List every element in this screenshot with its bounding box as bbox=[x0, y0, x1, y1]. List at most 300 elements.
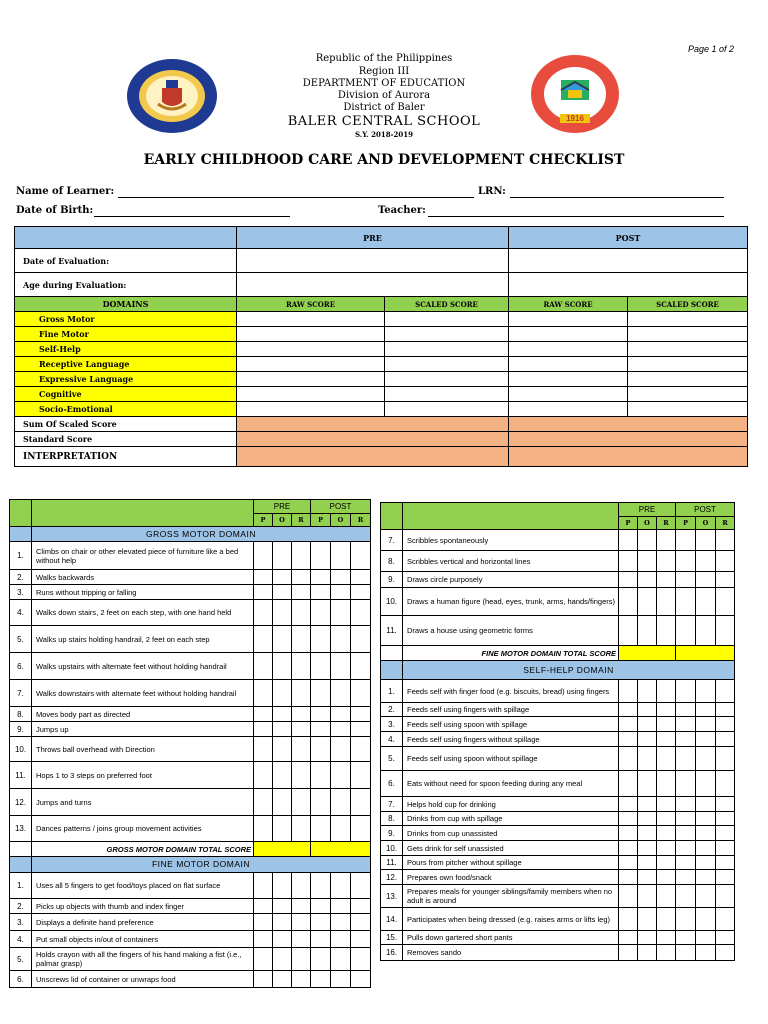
gross-check-cell[interactable] bbox=[331, 585, 351, 600]
gross-check-cell[interactable] bbox=[254, 707, 273, 722]
fine-right-check-cell[interactable] bbox=[696, 530, 716, 551]
self-check-cell[interactable] bbox=[716, 870, 735, 885]
self-check-cell[interactable] bbox=[676, 747, 696, 771]
table-row bbox=[10, 789, 371, 816]
gross-check-cell[interactable] bbox=[311, 570, 331, 585]
gross-check-cell[interactable] bbox=[331, 722, 351, 737]
table-row bbox=[381, 885, 735, 908]
fine-check-cell[interactable] bbox=[254, 873, 273, 899]
gross-check-cell[interactable] bbox=[351, 737, 371, 762]
gross-check-cell[interactable] bbox=[351, 789, 371, 816]
fine-check-cell[interactable] bbox=[292, 914, 311, 931]
fine-check-cell[interactable] bbox=[292, 971, 311, 988]
self-check-cell[interactable] bbox=[638, 856, 657, 870]
fine-right-check-cell[interactable] bbox=[638, 551, 657, 572]
gross-check-cell[interactable] bbox=[292, 680, 311, 707]
gross-check-cell[interactable] bbox=[331, 680, 351, 707]
self-check-cell[interactable] bbox=[676, 945, 696, 961]
self-check-cell[interactable] bbox=[716, 680, 735, 703]
fine-right-check-cell[interactable] bbox=[676, 551, 696, 572]
gross-check-cell[interactable] bbox=[254, 762, 273, 789]
gross-check-cell[interactable] bbox=[273, 570, 292, 585]
dob-field[interactable] bbox=[94, 216, 290, 217]
self-check-cell[interactable] bbox=[696, 703, 716, 717]
self-check-cell[interactable] bbox=[696, 826, 716, 841]
self-check-cell[interactable] bbox=[716, 812, 735, 826]
fine-check-cell[interactable] bbox=[292, 931, 311, 948]
fine-check-cell[interactable] bbox=[273, 948, 292, 971]
gross-item-number: 13. bbox=[10, 816, 32, 842]
teacher-field[interactable] bbox=[428, 216, 724, 217]
self-item-number: 2. bbox=[381, 703, 403, 717]
standard-score-post[interactable] bbox=[509, 432, 748, 447]
self-check-cell[interactable] bbox=[716, 717, 735, 732]
gross-check-cell[interactable] bbox=[273, 585, 292, 600]
gross-check-cell[interactable] bbox=[351, 600, 371, 626]
self-check-cell[interactable] bbox=[657, 826, 676, 841]
gross-check-cell[interactable] bbox=[331, 789, 351, 816]
self-check-cell[interactable] bbox=[657, 703, 676, 717]
table-row bbox=[10, 585, 371, 600]
gross-check-cell[interactable] bbox=[351, 585, 371, 600]
gross-check-cell[interactable] bbox=[331, 626, 351, 653]
date-eval-post[interactable] bbox=[509, 249, 748, 273]
self-check-cell[interactable] bbox=[676, 680, 696, 703]
fine-check-cell[interactable] bbox=[273, 971, 292, 988]
gross-check-cell[interactable] bbox=[311, 653, 331, 680]
fine-right-check-cell[interactable] bbox=[657, 572, 676, 588]
gross-item-number: 2. bbox=[10, 570, 32, 585]
self-check-cell[interactable] bbox=[696, 797, 716, 812]
table-row bbox=[381, 551, 735, 572]
gross-check-cell[interactable] bbox=[254, 585, 273, 600]
gross-check-cell[interactable] bbox=[273, 653, 292, 680]
gross-item-text: Moves body part as directed bbox=[32, 707, 254, 722]
fine-right-check-cell[interactable] bbox=[696, 551, 716, 572]
fine-right-check-cell[interactable] bbox=[638, 530, 657, 551]
gross-check-cell[interactable] bbox=[351, 707, 371, 722]
gross-check-cell[interactable] bbox=[331, 653, 351, 680]
self-check-cell[interactable] bbox=[657, 812, 676, 826]
table-row bbox=[381, 841, 735, 856]
table-row bbox=[10, 707, 371, 722]
fine-item-number: 6. bbox=[10, 971, 32, 988]
sum-scaled-pre[interactable] bbox=[237, 417, 509, 432]
self-check-cell[interactable] bbox=[619, 732, 638, 747]
gross-check-cell[interactable] bbox=[311, 585, 331, 600]
fine-check-cell[interactable] bbox=[273, 931, 292, 948]
fine-check-cell[interactable] bbox=[311, 873, 331, 899]
self-check-cell[interactable] bbox=[696, 870, 716, 885]
header-line-2: Region III bbox=[358, 66, 410, 77]
self-check-cell[interactable] bbox=[657, 945, 676, 961]
learner-field[interactable] bbox=[118, 197, 474, 198]
self-check-cell[interactable] bbox=[619, 771, 638, 797]
self-check-cell[interactable] bbox=[676, 717, 696, 732]
fine-check-cell[interactable] bbox=[292, 899, 311, 914]
self-check-cell[interactable] bbox=[619, 826, 638, 841]
self-item-number: 15. bbox=[381, 931, 403, 945]
interpretation-post[interactable] bbox=[509, 447, 748, 467]
gross-check-cell[interactable] bbox=[292, 762, 311, 789]
fine-check-cell[interactable] bbox=[311, 931, 331, 948]
self-check-cell[interactable] bbox=[638, 885, 657, 908]
self-check-cell[interactable] bbox=[657, 856, 676, 870]
self-check-cell[interactable] bbox=[696, 856, 716, 870]
right-post-header: POST bbox=[676, 503, 735, 517]
fine-check-cell[interactable] bbox=[331, 931, 351, 948]
gross-check-cell[interactable] bbox=[311, 680, 331, 707]
self-check-cell[interactable] bbox=[619, 797, 638, 812]
gross-check-cell[interactable] bbox=[273, 542, 292, 570]
self-check-cell[interactable] bbox=[638, 931, 657, 945]
gross-check-cell[interactable] bbox=[273, 600, 292, 626]
fine-right-check-cell[interactable] bbox=[638, 588, 657, 616]
right-pqr-5: R bbox=[716, 517, 735, 530]
self-check-cell[interactable] bbox=[619, 717, 638, 732]
fine-check-cell[interactable] bbox=[273, 899, 292, 914]
self-check-cell[interactable] bbox=[716, 826, 735, 841]
gross-check-cell[interactable] bbox=[311, 600, 331, 626]
self-check-cell[interactable] bbox=[638, 680, 657, 703]
self-check-cell[interactable] bbox=[619, 885, 638, 908]
gross-check-cell[interactable] bbox=[311, 542, 331, 570]
self-check-cell[interactable] bbox=[676, 885, 696, 908]
fine-check-cell[interactable] bbox=[311, 948, 331, 971]
table-row bbox=[381, 870, 735, 885]
self-item-text: Eats without need for spoon feeding during any meal bbox=[403, 771, 619, 797]
fine-right-check-cell[interactable] bbox=[696, 572, 716, 588]
gross-check-cell[interactable] bbox=[292, 653, 311, 680]
fine-check-cell[interactable] bbox=[331, 873, 351, 899]
self-item-number: 16. bbox=[381, 945, 403, 961]
self-check-cell[interactable] bbox=[619, 703, 638, 717]
self-check-cell[interactable] bbox=[676, 856, 696, 870]
table-row bbox=[381, 616, 735, 646]
self-check-cell[interactable] bbox=[716, 797, 735, 812]
fine-check-cell[interactable] bbox=[351, 948, 371, 971]
gross-check-cell[interactable] bbox=[351, 762, 371, 789]
self-check-cell[interactable] bbox=[619, 856, 638, 870]
gross-check-cell[interactable] bbox=[311, 707, 331, 722]
gross-check-cell[interactable] bbox=[311, 816, 331, 842]
fine-right-check-cell[interactable] bbox=[716, 530, 735, 551]
fine-total-post[interactable] bbox=[676, 646, 735, 661]
fine-right-check-cell[interactable] bbox=[619, 588, 638, 616]
self-check-cell[interactable] bbox=[696, 732, 716, 747]
domain-expressive-language: Expressive Language bbox=[15, 372, 237, 387]
table-row bbox=[381, 588, 735, 616]
self-check-cell[interactable] bbox=[638, 826, 657, 841]
gross-check-cell[interactable] bbox=[331, 816, 351, 842]
self-check-cell[interactable] bbox=[638, 797, 657, 812]
self-check-cell[interactable] bbox=[696, 771, 716, 797]
fine-right-check-cell[interactable] bbox=[696, 616, 716, 646]
fine-check-cell[interactable] bbox=[351, 899, 371, 914]
standard-score-pre[interactable] bbox=[237, 432, 509, 447]
fine-check-cell[interactable] bbox=[351, 914, 371, 931]
self-check-cell[interactable] bbox=[619, 945, 638, 961]
self-check-cell[interactable] bbox=[638, 908, 657, 931]
self-check-cell[interactable] bbox=[657, 908, 676, 931]
fine-right-item-text: Scribbles spontaneously bbox=[403, 530, 619, 551]
gross-check-cell[interactable] bbox=[273, 737, 292, 762]
gross-check-cell[interactable] bbox=[292, 737, 311, 762]
self-check-cell[interactable] bbox=[657, 841, 676, 856]
gross-check-cell[interactable] bbox=[292, 585, 311, 600]
self-check-cell[interactable] bbox=[696, 747, 716, 771]
fine-check-cell[interactable] bbox=[351, 931, 371, 948]
fine-check-cell[interactable] bbox=[311, 899, 331, 914]
table-row bbox=[381, 530, 735, 551]
self-check-cell[interactable] bbox=[696, 812, 716, 826]
fine-right-item-number: 10. bbox=[381, 588, 403, 616]
self-check-cell[interactable] bbox=[657, 680, 676, 703]
gross-check-cell[interactable] bbox=[331, 762, 351, 789]
gross-check-cell[interactable] bbox=[351, 653, 371, 680]
fine-right-check-cell[interactable] bbox=[716, 588, 735, 616]
gross-check-cell[interactable] bbox=[254, 542, 273, 570]
right-pqr-0: P bbox=[619, 517, 638, 530]
self-check-cell[interactable] bbox=[657, 870, 676, 885]
gross-check-cell[interactable] bbox=[254, 737, 273, 762]
gross-item-number: 1. bbox=[10, 542, 32, 570]
self-item-text: Participates when being dressed (e.g. raises arms or lifts leg) bbox=[403, 908, 619, 931]
gross-check-cell[interactable] bbox=[254, 680, 273, 707]
gross-check-cell[interactable] bbox=[351, 722, 371, 737]
gross-check-cell[interactable] bbox=[292, 542, 311, 570]
fine-right-check-cell[interactable] bbox=[657, 530, 676, 551]
gross-total-pre[interactable] bbox=[254, 842, 311, 857]
self-check-cell[interactable] bbox=[638, 841, 657, 856]
fine-right-check-cell[interactable] bbox=[676, 616, 696, 646]
left-post-header: POST bbox=[311, 500, 371, 514]
self-check-cell[interactable] bbox=[696, 931, 716, 945]
self-check-cell[interactable] bbox=[716, 908, 735, 931]
fine-right-check-cell[interactable] bbox=[696, 588, 716, 616]
fine-check-cell[interactable] bbox=[254, 971, 273, 988]
fine-check-cell[interactable] bbox=[331, 971, 351, 988]
fine-check-cell[interactable] bbox=[331, 948, 351, 971]
left-pre-header: PRE bbox=[254, 500, 311, 514]
self-check-cell[interactable] bbox=[638, 717, 657, 732]
gross-item-text: Walks up stairs holding handrail, 2 feet on each step bbox=[32, 626, 254, 653]
gross-check-cell[interactable] bbox=[292, 789, 311, 816]
gross-check-cell[interactable] bbox=[273, 707, 292, 722]
gross-total: GROSS MOTOR DOMAIN TOTAL SCORE bbox=[32, 842, 254, 857]
fine-right-check-cell[interactable] bbox=[676, 530, 696, 551]
self-check-cell[interactable] bbox=[657, 732, 676, 747]
gross-check-cell[interactable] bbox=[254, 626, 273, 653]
self-check-cell[interactable] bbox=[716, 856, 735, 870]
gross-check-cell[interactable] bbox=[273, 789, 292, 816]
self-check-cell[interactable] bbox=[676, 732, 696, 747]
fine-check-cell[interactable] bbox=[311, 971, 331, 988]
self-check-cell[interactable] bbox=[716, 703, 735, 717]
self-check-cell[interactable] bbox=[657, 885, 676, 908]
table-row bbox=[381, 747, 735, 771]
fine-right-check-cell[interactable] bbox=[676, 572, 696, 588]
fine-check-cell[interactable] bbox=[254, 948, 273, 971]
self-check-cell[interactable] bbox=[638, 732, 657, 747]
self-check-cell[interactable] bbox=[716, 732, 735, 747]
gross-check-cell[interactable] bbox=[292, 722, 311, 737]
fine-right-check-cell[interactable] bbox=[657, 551, 676, 572]
gross-check-cell[interactable] bbox=[311, 789, 331, 816]
self-check-cell[interactable] bbox=[696, 841, 716, 856]
fine-check-cell[interactable] bbox=[273, 873, 292, 899]
gross-check-cell[interactable] bbox=[351, 626, 371, 653]
fine-check-cell[interactable] bbox=[331, 899, 351, 914]
gross-check-cell[interactable] bbox=[273, 680, 292, 707]
fine-check-cell[interactable] bbox=[331, 914, 351, 931]
self-check-cell[interactable] bbox=[716, 771, 735, 797]
gross-check-cell[interactable] bbox=[331, 570, 351, 585]
self-check-cell[interactable] bbox=[638, 747, 657, 771]
gross-check-cell[interactable] bbox=[292, 626, 311, 653]
fine-total-pre[interactable] bbox=[619, 646, 676, 661]
gross-item-text: Hops 1 to 3 steps on preferred foot bbox=[32, 762, 254, 789]
self-check-cell[interactable] bbox=[716, 931, 735, 945]
gross-check-cell[interactable] bbox=[331, 707, 351, 722]
self-check-cell[interactable] bbox=[638, 945, 657, 961]
self-check-cell[interactable] bbox=[619, 680, 638, 703]
gross-item-text: Walks downstairs with alternate feet without holding handrail bbox=[32, 680, 254, 707]
self-check-cell[interactable] bbox=[676, 841, 696, 856]
self-check-cell[interactable] bbox=[696, 717, 716, 732]
summary-table bbox=[14, 226, 748, 467]
self-check-cell[interactable] bbox=[638, 703, 657, 717]
self-check-cell[interactable] bbox=[676, 771, 696, 797]
fine-right-check-cell[interactable] bbox=[619, 616, 638, 646]
fine-right-check-cell[interactable] bbox=[619, 572, 638, 588]
self-check-cell[interactable] bbox=[716, 945, 735, 961]
self-check-cell[interactable] bbox=[638, 870, 657, 885]
gross-check-cell[interactable] bbox=[311, 626, 331, 653]
gross-check-cell[interactable] bbox=[254, 816, 273, 842]
self-check-cell[interactable] bbox=[619, 747, 638, 771]
gross-check-cell[interactable] bbox=[351, 570, 371, 585]
self-check-cell[interactable] bbox=[619, 931, 638, 945]
gross-check-cell[interactable] bbox=[273, 626, 292, 653]
self-check-cell[interactable] bbox=[619, 812, 638, 826]
fine-right-check-cell[interactable] bbox=[619, 530, 638, 551]
gross-check-cell[interactable] bbox=[273, 816, 292, 842]
self-check-cell[interactable] bbox=[676, 812, 696, 826]
gross-check-cell[interactable] bbox=[254, 570, 273, 585]
gross-check-cell[interactable] bbox=[292, 816, 311, 842]
self-check-cell[interactable] bbox=[696, 908, 716, 931]
gross-check-cell[interactable] bbox=[292, 600, 311, 626]
gross-check-cell[interactable] bbox=[331, 737, 351, 762]
self-check-cell[interactable] bbox=[619, 908, 638, 931]
gross-check-cell[interactable] bbox=[254, 653, 273, 680]
fine-check-cell[interactable] bbox=[311, 914, 331, 931]
self-check-cell[interactable] bbox=[676, 870, 696, 885]
page-number: Page 1 of 2 bbox=[687, 44, 734, 54]
gross-total-post[interactable] bbox=[311, 842, 371, 857]
self-check-cell[interactable] bbox=[657, 771, 676, 797]
date-eval-pre[interactable] bbox=[237, 249, 509, 273]
self-check-cell[interactable] bbox=[638, 812, 657, 826]
self-check-cell[interactable] bbox=[657, 797, 676, 812]
self-check-cell[interactable] bbox=[657, 747, 676, 771]
gross-check-cell[interactable] bbox=[311, 722, 331, 737]
fine-check-cell[interactable] bbox=[254, 931, 273, 948]
gross-check-cell[interactable] bbox=[331, 542, 351, 570]
self-check-cell[interactable] bbox=[676, 826, 696, 841]
gross-check-cell[interactable] bbox=[254, 600, 273, 626]
fine-right-check-cell[interactable] bbox=[716, 616, 735, 646]
self-check-cell[interactable] bbox=[676, 797, 696, 812]
self-check-cell[interactable] bbox=[716, 747, 735, 771]
gross-check-cell[interactable] bbox=[331, 600, 351, 626]
self-check-cell[interactable] bbox=[716, 841, 735, 856]
fine-right-check-cell[interactable] bbox=[676, 588, 696, 616]
self-check-cell[interactable] bbox=[676, 931, 696, 945]
self-check-cell[interactable] bbox=[619, 870, 638, 885]
self-check-cell[interactable] bbox=[676, 703, 696, 717]
left-pqr-1: O bbox=[273, 514, 292, 527]
fine-right-check-cell[interactable] bbox=[638, 616, 657, 646]
gross-check-cell[interactable] bbox=[311, 762, 331, 789]
table-row bbox=[381, 797, 735, 812]
fine-check-cell[interactable] bbox=[254, 899, 273, 914]
fine-check-cell[interactable] bbox=[292, 948, 311, 971]
fine-right-check-cell[interactable] bbox=[716, 572, 735, 588]
self-check-cell[interactable] bbox=[638, 771, 657, 797]
school-year: S.Y. 2018-2019 bbox=[354, 130, 414, 139]
gross-check-cell[interactable] bbox=[292, 570, 311, 585]
sum-scaled-post[interactable] bbox=[509, 417, 748, 432]
gross-check-cell[interactable] bbox=[273, 762, 292, 789]
fine-check-cell[interactable] bbox=[254, 914, 273, 931]
self-help-title: SELF-HELP DOMAIN bbox=[403, 661, 735, 680]
interpretation-pre[interactable] bbox=[237, 447, 509, 467]
fine-right-check-cell[interactable] bbox=[619, 551, 638, 572]
self-check-cell[interactable] bbox=[657, 717, 676, 732]
gross-check-cell[interactable] bbox=[311, 737, 331, 762]
gross-check-cell[interactable] bbox=[254, 722, 273, 737]
fine-right-check-cell[interactable] bbox=[657, 588, 676, 616]
self-check-cell[interactable] bbox=[696, 885, 716, 908]
gross-check-cell[interactable] bbox=[351, 680, 371, 707]
age-eval-pre[interactable] bbox=[237, 273, 509, 297]
fine-check-cell[interactable] bbox=[273, 914, 292, 931]
self-check-cell[interactable] bbox=[619, 841, 638, 856]
gross-check-cell[interactable] bbox=[254, 789, 273, 816]
fine-check-cell[interactable] bbox=[292, 873, 311, 899]
self-check-cell[interactable] bbox=[696, 680, 716, 703]
gross-check-cell[interactable] bbox=[292, 707, 311, 722]
gross-check-cell[interactable] bbox=[351, 816, 371, 842]
fine-right-check-cell[interactable] bbox=[657, 616, 676, 646]
gross-check-cell[interactable] bbox=[273, 722, 292, 737]
gross-check-cell[interactable] bbox=[351, 542, 371, 570]
lrn-field[interactable] bbox=[510, 197, 724, 198]
self-check-cell[interactable] bbox=[716, 885, 735, 908]
table-row bbox=[10, 722, 371, 737]
fine-right-item-number: 7. bbox=[381, 530, 403, 551]
age-eval-post[interactable] bbox=[509, 273, 748, 297]
fine-right-check-cell[interactable] bbox=[716, 551, 735, 572]
fine-check-cell[interactable] bbox=[351, 873, 371, 899]
fine-check-cell[interactable] bbox=[351, 971, 371, 988]
self-check-cell[interactable] bbox=[696, 945, 716, 961]
self-check-cell[interactable] bbox=[657, 931, 676, 945]
self-check-cell[interactable] bbox=[676, 908, 696, 931]
fine-right-check-cell[interactable] bbox=[638, 572, 657, 588]
